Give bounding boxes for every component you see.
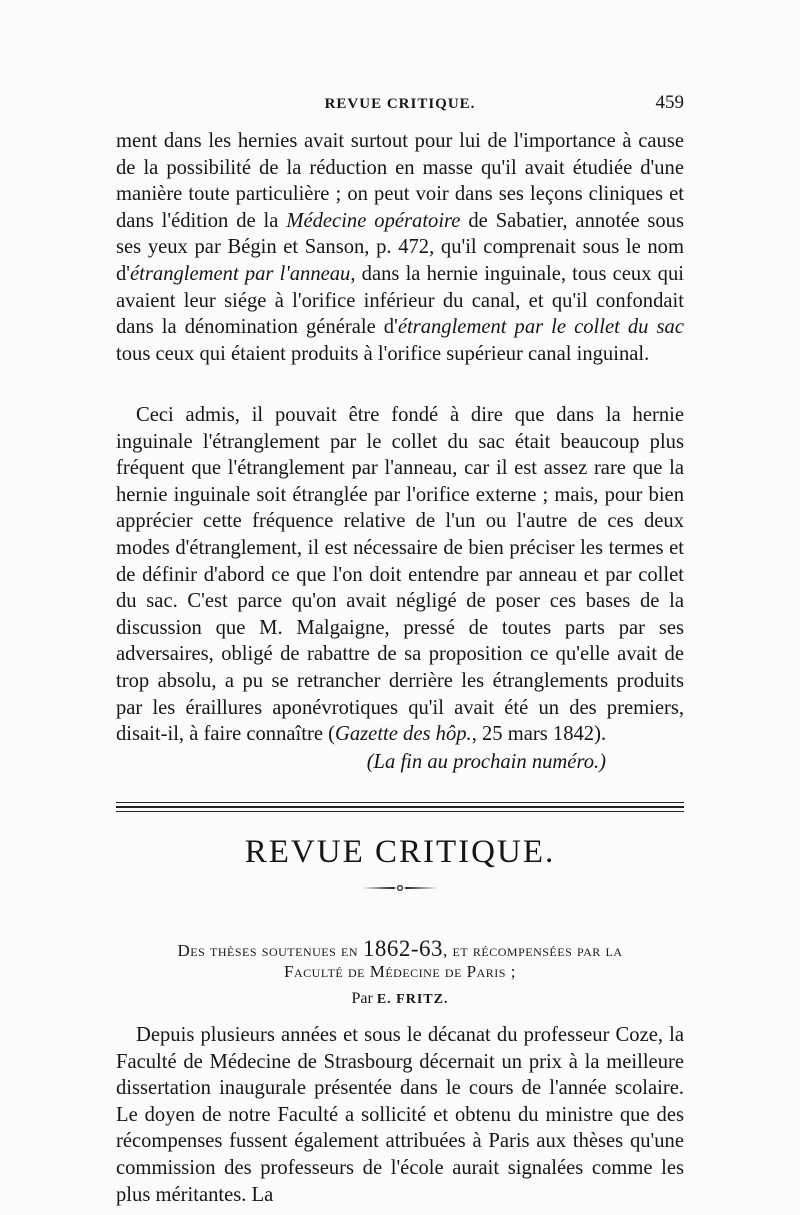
divider xyxy=(116,806,684,808)
subtitle-part: , et récompensées par la xyxy=(442,941,623,960)
byline-prefix: Par xyxy=(351,990,377,1007)
text-run: , 25 mars 1842). xyxy=(471,723,607,746)
paragraph: Depuis plusieurs années et sous le décanat du professeur Coze, la Faculté de Médecine de Strasbourg décernait un prix à la meilleure dissertation inaugurale présentée dans le cours de l'année scolaire. Le doyen de notre Faculté a sollicité et obtenu du ministre que des récompenses fussent également attribuées à Paris aux thèses qu'une commission des professeurs de l'école aurait signalées comme les plus méritantes. La xyxy=(116,1024,684,1206)
text-run: Ceci admis, il pouvait être fondé à dire que dans la hernie inguinale l'étranglement par le collet du sac était beaucoup plus fréquent que l'étranglement par l'anneau, car il est assez rare que la hernie inguinale soit étranglée par l'orifice externe ; mais, pour bien apprécier cette fréquence relative de l'un ou l'autre de ces deux modes d'étranglement, il est nécessaire de bien préciser les termes et de définir d'abord ce que l'on doit entendre par anneau et par collet du sac. C'est parce qu'on avait négligé de poser ces bases de la discussion que M. Malgaigne, pressé de toutes parts par ses adversaires, obligé de rabattre de sa proposition ce qu'elle avait de trop absolu, a pu se retrancher derrière les étranglements produits par les éraillures aponévrotiques qu'il avait été un des premiers, disait-il, à faire connaître ( xyxy=(116,404,684,746)
divider xyxy=(116,811,684,812)
running-title: REVUE CRITIQUE. xyxy=(324,96,476,112)
byline xyxy=(116,990,684,1008)
text-run: ment dans les hernies avait surtout pour lui de l'importance à cause de la possibilité de la réduction en masse qu'il avait étudiée d'une manière toute particulière ; on peut voir dans ses leçons cliniques et dans l'édition de la xyxy=(116,130,684,232)
subtitle-part: Des thèses soutenues en xyxy=(177,941,363,960)
italic-run: étranglement par l'anneau xyxy=(130,262,351,285)
paragraph-continued xyxy=(116,128,684,367)
article-subtitle-line2: Faculté de Médecine de Paris ; xyxy=(284,962,516,981)
page-number: 459 xyxy=(655,92,684,113)
text-run: de Sabatier, annotée sous ses yeux par Bégin et Sanson, p. 472, qu'il comprenait sous le nom d' xyxy=(116,209,684,285)
italic-run: Gazette des hôp. xyxy=(335,723,472,746)
section-title: REVUE CRITIQUE. xyxy=(244,834,556,870)
continuation-note: (La fin au prochain numéro.) xyxy=(366,751,606,773)
ornament-icon xyxy=(360,884,440,892)
author-name: E. FRITZ. xyxy=(376,992,449,1007)
italic-run: étranglement par le collet du sac xyxy=(397,316,684,339)
running-head xyxy=(116,90,684,120)
italic-run: Médecine opératoire xyxy=(286,209,461,232)
paragraph xyxy=(116,402,684,748)
article-subtitle xyxy=(116,936,684,962)
text-run: , dans la hernie inguinale, tous ceux qui avaient leur siége à l'orifice inférieur du canal, et qu'il confondait dans la dénomination générale d' xyxy=(116,262,684,339)
subtitle-year: 1862-63 xyxy=(362,936,443,961)
text-run: tous ceux qui étaient produits à l'orifice supérieur canal inguinal. xyxy=(116,342,650,365)
divider xyxy=(116,802,684,803)
